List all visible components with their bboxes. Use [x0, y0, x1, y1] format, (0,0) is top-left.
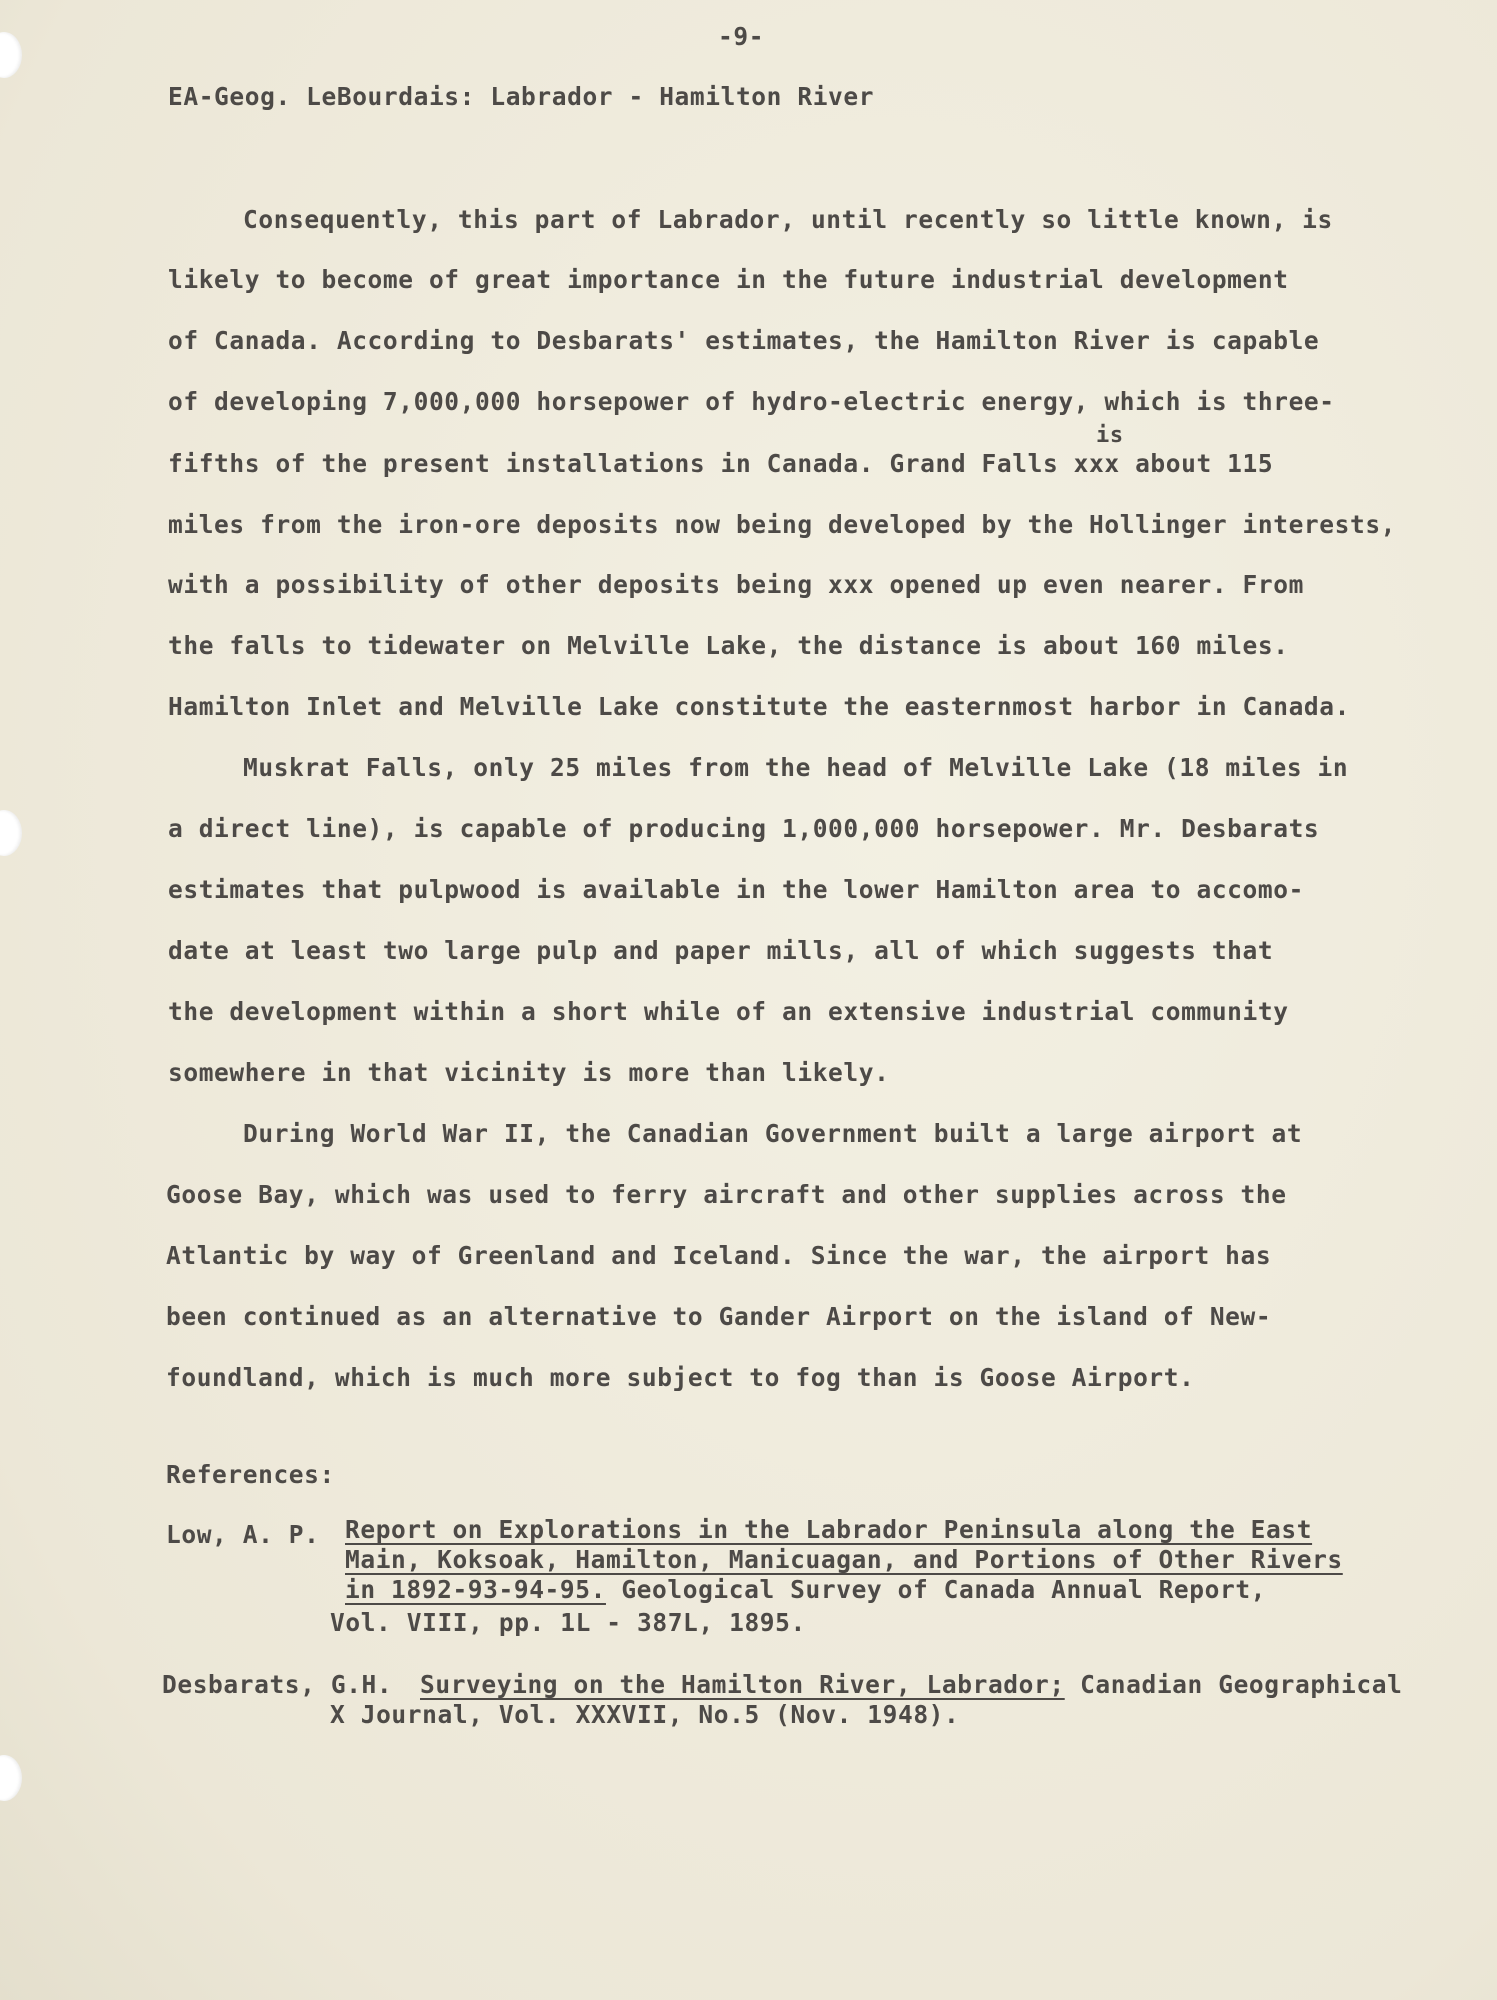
body-line: Consequently, this part of Labrador, until recently so little known, is	[243, 205, 1333, 234]
body-line: with a possibility of other deposits being xxx opened up even nearer. From	[168, 570, 1304, 599]
body-line: fifths of the present installations in Canada. Grand Falls xxx about 115	[168, 449, 1274, 478]
body-line: estimates that pulpwood is available in the lower Hamilton area to accomo-	[168, 875, 1304, 904]
body-line: of Canada. According to Desbarats' estimates, the Hamilton River is capable	[168, 326, 1320, 355]
body-line: the falls to tidewater on Melville Lake, the distance is about 160 miles.	[168, 631, 1289, 660]
body-line: Hamilton Inlet and Melville Lake constitute the easternmost harbor in Canada.	[168, 692, 1350, 721]
reference-line	[420, 1670, 1402, 1699]
references-heading: References:	[166, 1460, 335, 1489]
body-line: the development within a short while of an extensive industrial community	[168, 997, 1289, 1026]
body-line: likely to become of great importance in the future industrial development	[168, 265, 1289, 294]
reference-author: Low, A. P.	[166, 1520, 320, 1549]
body-line: of developing 7,000,000 horsepower of hydro-electric energy, which is three-	[168, 387, 1335, 416]
punch-hole	[0, 32, 22, 78]
punch-hole	[0, 1755, 22, 1801]
reference-source: Geological Survey of Canada Annual Report,	[605, 1575, 1267, 1604]
body-line: been continued as an alternative to Gander Airport on the island of New-	[166, 1302, 1272, 1331]
body-line: somewhere in that vicinity is more than likely.	[168, 1058, 890, 1087]
struck-character: X	[330, 1700, 346, 1729]
reference-title: Report on Explorations in the Labrador Peninsula along the East	[345, 1515, 1313, 1544]
body-line: a direct line), is capable of producing 1,000,000 horsepower. Mr. Desbarats	[168, 814, 1320, 843]
reference-title: in 1892-93-94-95.	[345, 1575, 606, 1604]
body-line: Atlantic by way of Greenland and Iceland. Since the war, the airport has	[166, 1241, 1272, 1270]
reference-title: Surveying on the Hamilton River, Labrador;	[420, 1670, 1065, 1699]
reference-source: Canadian Geographical	[1064, 1670, 1403, 1699]
reference-author: Desbarats, G.H.	[162, 1670, 393, 1699]
reference-line: Vol. VIII, pp. 1L - 387L, 1895.	[330, 1608, 806, 1637]
body-line: During World War II, the Canadian Government built a large airport at	[243, 1119, 1303, 1148]
body-line: date at least two large pulp and paper mills, all of which suggests that	[168, 936, 1274, 965]
interlinear-correction: is	[1096, 423, 1124, 448]
page-number: -9-	[718, 22, 765, 51]
body-line: miles from the iron-ore deposits now being developed by the Hollinger interests,	[168, 510, 1397, 539]
body-line: foundland, which is much more subject to fog than is Goose Airport.	[166, 1363, 1195, 1392]
reference-line	[330, 1700, 959, 1729]
document-header: EA-Geog. LeBourdais: Labrador - Hamilton River	[168, 82, 875, 111]
body-line: Muskrat Falls, only 25 miles from the head of Melville Lake (18 miles in	[243, 753, 1349, 782]
reference-line	[345, 1575, 1266, 1604]
body-line: Goose Bay, which was used to ferry aircraft and other supplies across the	[166, 1180, 1287, 1209]
reference-source: Journal, Vol. XXXVII, No.5 (Nov. 1948).	[360, 1700, 960, 1729]
punch-hole	[0, 810, 22, 856]
reference-title: Main, Koksoak, Hamilton, Manicuagan, and Portions of Other Rivers	[345, 1545, 1343, 1574]
